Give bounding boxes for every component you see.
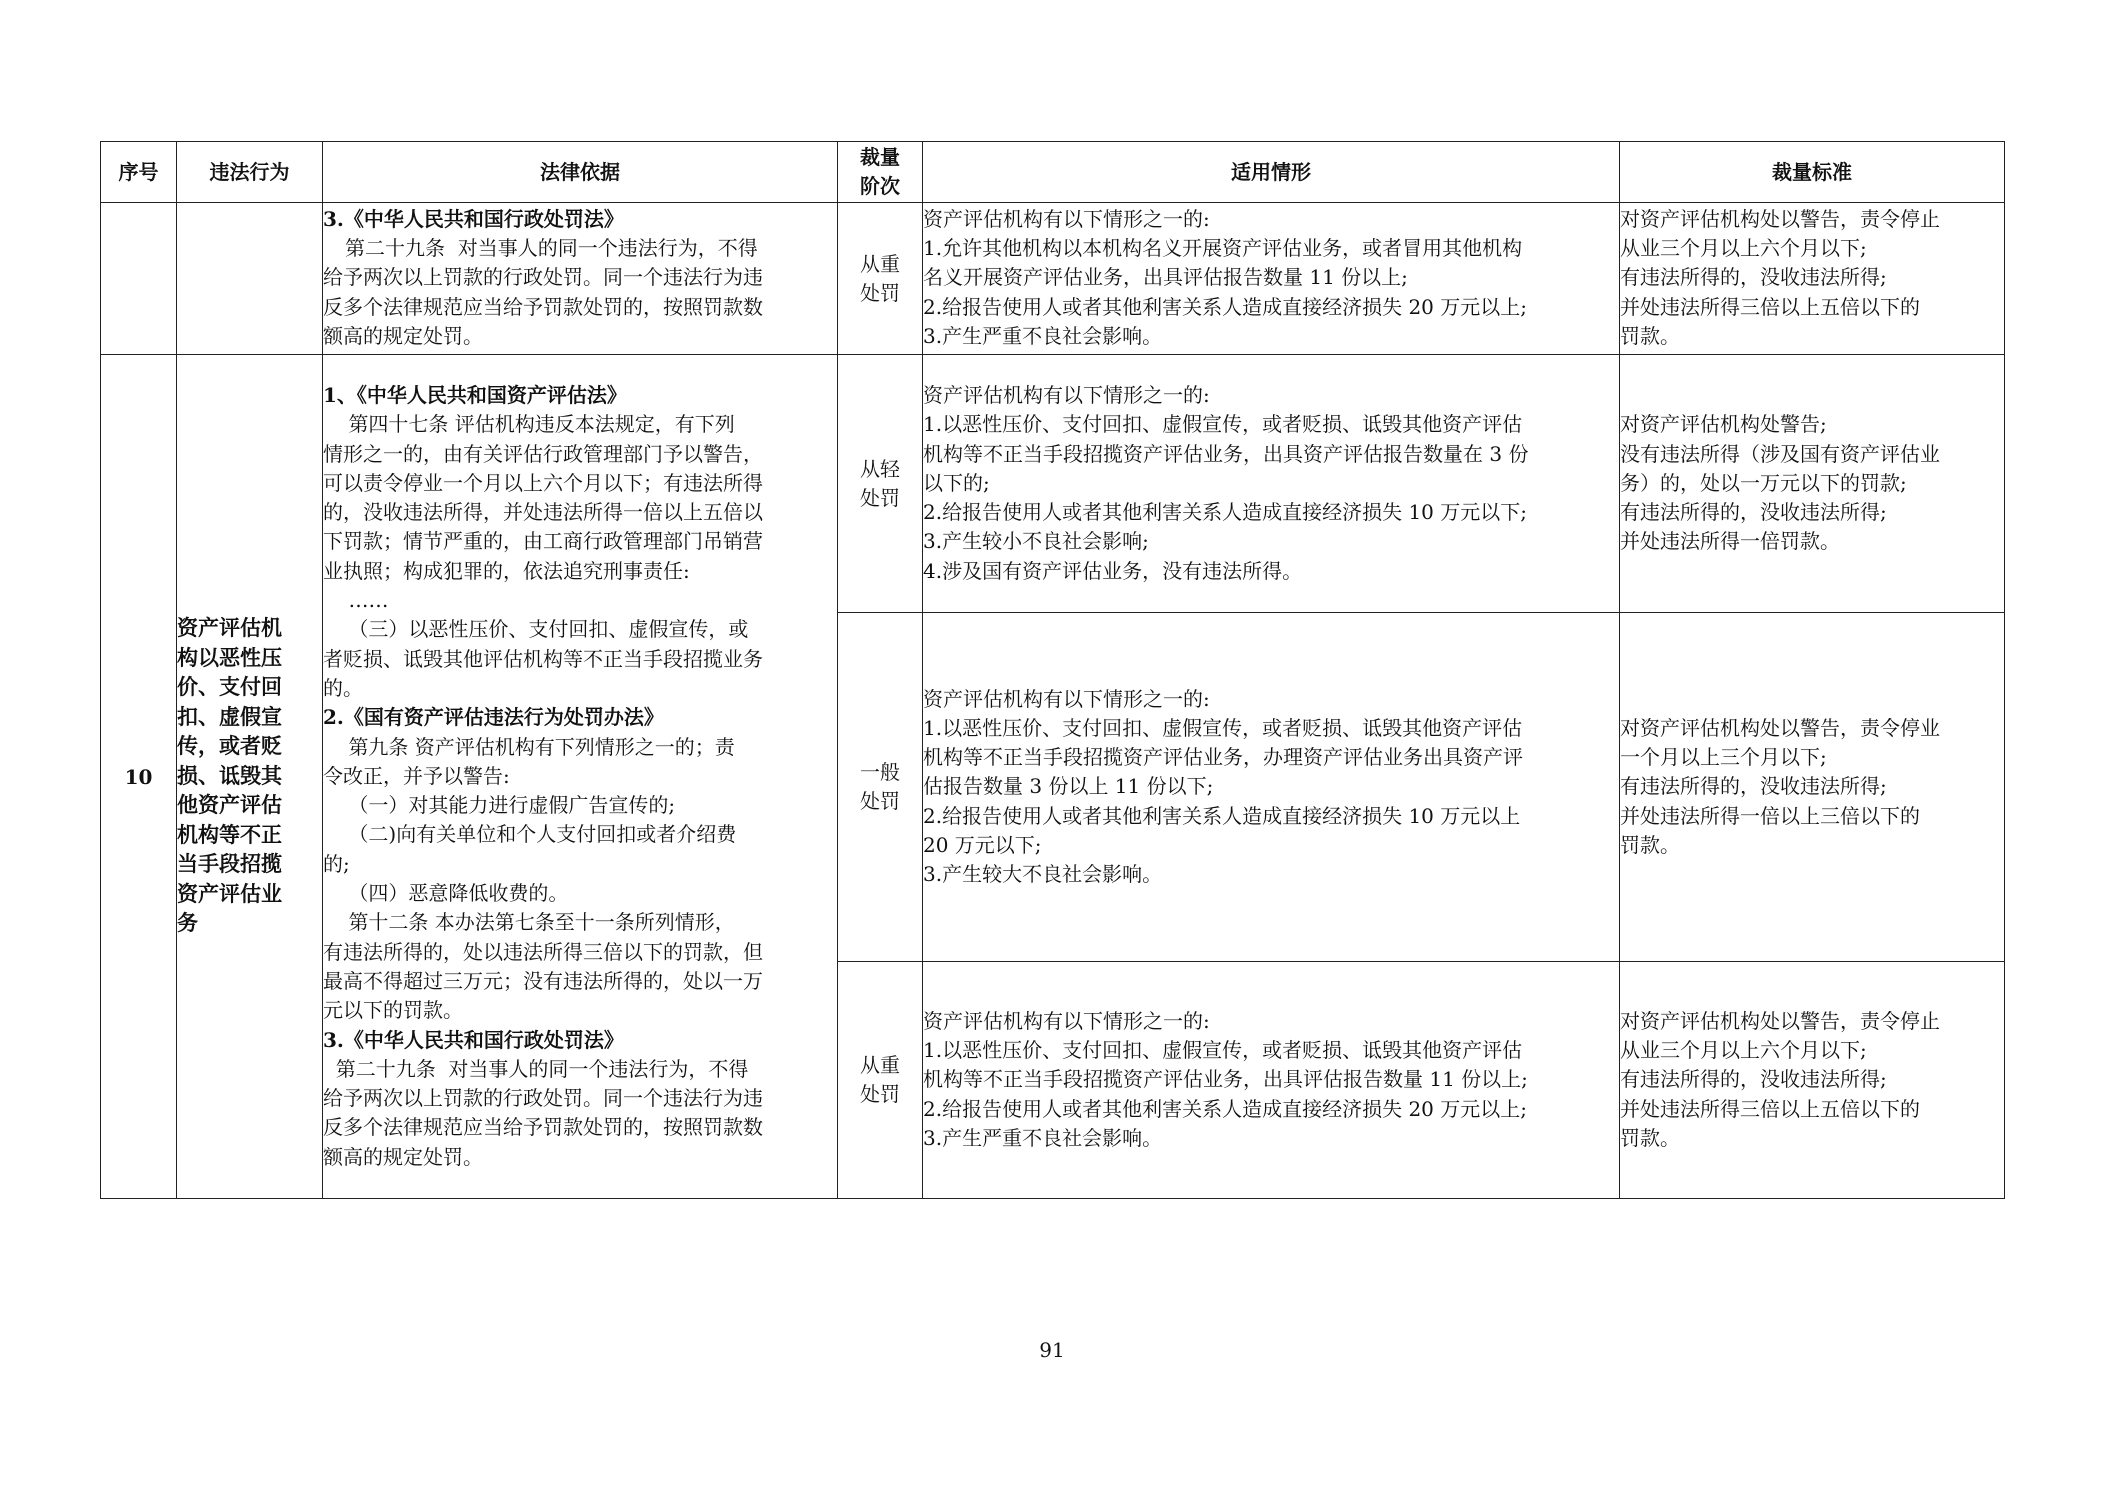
standard-line: 没有违法所得（涉及国有资产评估业	[1620, 441, 1940, 466]
behavior-line: 价、支付回	[177, 675, 282, 700]
situation-line: 1.以恶性压价、支付回扣、虚假宣传，或者贬损、诋毁其他资产评估	[923, 1038, 1523, 1063]
standard-line: 有违法所得的，没收违法所得;	[1620, 1067, 1887, 1092]
law-line: 有违法所得的，处以违法所得三倍以下的罚款，但	[323, 939, 763, 964]
situation-cell	[923, 962, 1620, 1199]
situation-line: 机构等不正当手段招揽资产评估业务，出具评估报告数量 11 份以上;	[923, 1067, 1528, 1092]
cont-standard-line: 并处违法所得三倍以上五倍以下的	[1620, 294, 1920, 319]
behavior-line: 损、诋毁其	[177, 763, 282, 788]
law-line: 给予两次以上罚款的行政处罚。同一个违法行为违	[323, 1086, 763, 1111]
cont-law-line: 给予两次以上罚款的行政处罚。同一个违法行为违	[323, 265, 763, 290]
situation-line: 资产评估机构有以下情形之一的:	[923, 383, 1210, 408]
standard-line: 罚款。	[1620, 832, 1680, 857]
law-line: 反多个法律规范应当给予罚款处罚的，按照罚款数	[323, 1115, 763, 1140]
standard-line: 罚款。	[1620, 1125, 1680, 1150]
standard-line: 有违法所得的，没收违法所得;	[1620, 774, 1887, 799]
standard-line: 并处违法所得三倍以上五倍以下的	[1620, 1096, 1920, 1121]
cont-standard-cell	[1620, 203, 2005, 355]
law-line: （四）恶意降低收费的。	[323, 881, 569, 906]
header-level	[838, 142, 923, 203]
standard-line: 对资产评估机构处警告;	[1620, 412, 1827, 437]
page-number: 91	[1039, 1338, 1065, 1362]
standard-cell	[1620, 613, 2005, 962]
standard-line: 有违法所得的，没收违法所得;	[1620, 500, 1887, 525]
behavior-line: 构以恶性压	[177, 645, 282, 670]
behavior-line: 当手段招揽	[177, 852, 282, 877]
standard-line: 并处违法所得一倍罚款。	[1620, 529, 1840, 554]
situation-line: 3.产生严重不良社会影响。	[923, 1125, 1163, 1150]
cont-level-cell	[838, 203, 923, 355]
standard-line: 从业三个月以上六个月以下;	[1620, 1038, 1867, 1063]
situation-cell	[923, 613, 1620, 962]
table-row	[101, 355, 2005, 613]
situation-line: 4.涉及国有资产评估业务，没有违法所得。	[923, 558, 1303, 583]
situation-line: 2.给报告使用人或者其他利害关系人造成直接经济损失 10 万元以上	[923, 803, 1521, 828]
row-number: 10	[101, 355, 177, 1199]
cont-standard-line: 对资产评估机构处以警告，责令停止	[1620, 207, 1940, 231]
behavior-line: 资产评估机	[177, 616, 282, 641]
situation-line: 20 万元以下;	[923, 832, 1042, 857]
standard-line: 务）的，处以一万元以下的罚款;	[1620, 470, 1907, 495]
cont-situation-cell	[923, 203, 1620, 355]
situation-line: 以下的;	[923, 470, 990, 495]
situation-cell	[923, 355, 1620, 613]
law-line: 第十二条 本办法第七条至十一条所列情形，	[323, 910, 735, 935]
situation-line: 2.给报告使用人或者其他利害关系人造成直接经济损失 20 万元以上;	[923, 1096, 1527, 1121]
level-line1: 从轻	[860, 456, 900, 481]
law-line: 1、《中华人民共和国资产评估法》	[323, 382, 627, 407]
law-line: ……	[323, 588, 389, 613]
behavior-line: 他资产评估	[177, 793, 282, 818]
cont-situation-line: 2.给报告使用人或者其他利害关系人造成直接经济损失 20 万元以上;	[923, 294, 1527, 319]
header-law: 法律依据	[323, 142, 838, 203]
law-line: 第九条 资产评估机构有下列情形之一的；责	[323, 734, 735, 759]
standard-line: 对资产评估机构处以警告，责令停止	[1620, 1008, 1940, 1033]
situation-line: 机构等不正当手段招揽资产评估业务，出具资产评估报告数量在 3 份	[923, 441, 1529, 466]
law-line: （一）对其能力进行虚假广告宣传的;	[323, 793, 676, 818]
header-row	[101, 142, 2005, 203]
behavior-line: 传，或者贬	[177, 734, 282, 759]
law-line: 的，没收违法所得，并处违法所得一倍以上五倍以	[323, 500, 763, 525]
standard-cell	[1620, 962, 2005, 1199]
situation-line: 估报告数量 3 份以上 11 份以下;	[923, 774, 1214, 799]
cont-law-cell	[323, 203, 838, 355]
standard-cell	[1620, 355, 2005, 613]
law-line: 情形之一的，由有关评估行政管理部门予以警告，	[323, 441, 763, 466]
cont-situation-line: 1.允许其他机构以本机构名义开展资产评估业务，或者冒用其他机构	[923, 236, 1523, 261]
law-line: 下罚款；情节严重的，由工商行政管理部门吊销营	[323, 529, 763, 554]
situation-line: 1.以恶性压价、支付回扣、虚假宣传，或者贬损、诋毁其他资产评估	[923, 412, 1523, 437]
law-line: （三）以恶性压价、支付回扣、虚假宣传，或	[323, 617, 749, 642]
header-level-line2: 阶次	[860, 174, 900, 198]
law-line: 3.《中华人民共和国行政处罚法》	[323, 1027, 624, 1052]
situation-line: 资产评估机构有以下情形之一的:	[923, 1008, 1210, 1033]
situation-line: 2.给报告使用人或者其他利害关系人造成直接经济损失 10 万元以下;	[923, 500, 1527, 525]
level-line2: 处罚	[860, 1082, 900, 1106]
cont-situation-line: 资产评估机构有以下情形之一的:	[923, 207, 1210, 231]
cont-situation-line: 名义开展资产评估业务，出具评估报告数量 11 份以上;	[923, 265, 1408, 290]
law-line: 的。	[323, 675, 363, 700]
level-line2: 处罚	[860, 789, 900, 813]
cont-standard-line: 罚款。	[1620, 323, 1680, 348]
header-standard: 裁量标准	[1620, 142, 2005, 203]
level-cell	[838, 962, 923, 1199]
level-cell	[838, 613, 923, 962]
cont-standard-line: 从业三个月以上六个月以下;	[1620, 236, 1867, 261]
law-cell	[323, 355, 838, 1199]
behavior-line: 务	[177, 911, 198, 936]
header-situation: 适用情形	[923, 142, 1620, 203]
law-line: 第二十九条 对当事人的同一个违法行为，不得	[323, 1056, 749, 1081]
law-line: 业执照；构成犯罪的，依法追究刑事责任:	[323, 558, 690, 583]
law-line: 的;	[323, 851, 350, 876]
law-line: 第四十七条 评估机构违反本法规定，有下列	[323, 412, 735, 437]
table-row-continued	[101, 203, 2005, 355]
law-line: 可以责令停业一个月以上六个月以下；有违法所得	[323, 470, 763, 495]
behavior-cell	[177, 355, 323, 1199]
cont-no-cell	[101, 203, 177, 355]
behavior-line: 扣、虚假宣	[177, 704, 282, 729]
law-line: 元以下的罚款。	[323, 998, 463, 1023]
header-no: 序号	[101, 142, 177, 203]
cont-law-title: 3.《中华人民共和国行政处罚法》	[323, 207, 624, 231]
law-line: 最高不得超过三万元；没有违法所得的，处以一万	[323, 968, 763, 993]
penalty-table	[100, 141, 2005, 1199]
situation-line: 资产评估机构有以下情形之一的:	[923, 686, 1210, 711]
situation-line: 1.以恶性压价、支付回扣、虚假宣传，或者贬损、诋毁其他资产评估	[923, 715, 1523, 740]
level-line2: 处罚	[860, 485, 900, 510]
situation-line: 3.产生较小不良社会影响;	[923, 529, 1149, 554]
behavior-line: 资产评估业	[177, 881, 282, 906]
law-line: （二)向有关单位和个人支付回扣或者介绍费	[323, 822, 737, 847]
cont-behavior-cell	[177, 203, 323, 355]
cont-law-line: 额高的规定处罚。	[323, 323, 483, 348]
law-line: 令改正，并予以警告:	[323, 763, 510, 788]
header-level-line1: 裁量	[860, 145, 900, 169]
cont-situation-line: 3.产生严重不良社会影响。	[923, 323, 1163, 348]
situation-line: 3.产生较大不良社会影响。	[923, 862, 1163, 886]
cont-law-line: 反多个法律规范应当给予罚款处罚的，按照罚款数	[323, 294, 763, 319]
level-cell	[838, 355, 923, 613]
law-line: 者贬损、诋毁其他评估机构等不正当手段招揽业务	[323, 646, 763, 671]
standard-line: 一个月以上三个月以下;	[1620, 745, 1827, 770]
cont-level-line1: 从重	[860, 251, 900, 276]
header-behavior: 违法行为	[177, 142, 323, 203]
standard-line: 并处违法所得一倍以上三倍以下的	[1620, 803, 1920, 828]
level-line1: 一般	[860, 760, 900, 784]
law-line: 额高的规定处罚。	[323, 1144, 483, 1169]
behavior-line: 机构等不正	[177, 822, 282, 847]
standard-line: 对资产评估机构处以警告，责令停业	[1620, 715, 1940, 740]
law-line: 2.《国有资产评估违法行为处罚办法》	[323, 705, 664, 730]
cont-law-line: 第二十九条 对当事人的同一个违法行为，不得	[345, 236, 758, 261]
situation-line: 机构等不正当手段招揽资产评估业务，办理资产评估业务出具资产评	[923, 745, 1523, 770]
cont-level-line2: 处罚	[860, 280, 900, 305]
cont-standard-line: 有违法所得的，没收违法所得;	[1620, 265, 1887, 290]
level-line1: 从重	[860, 1053, 900, 1077]
